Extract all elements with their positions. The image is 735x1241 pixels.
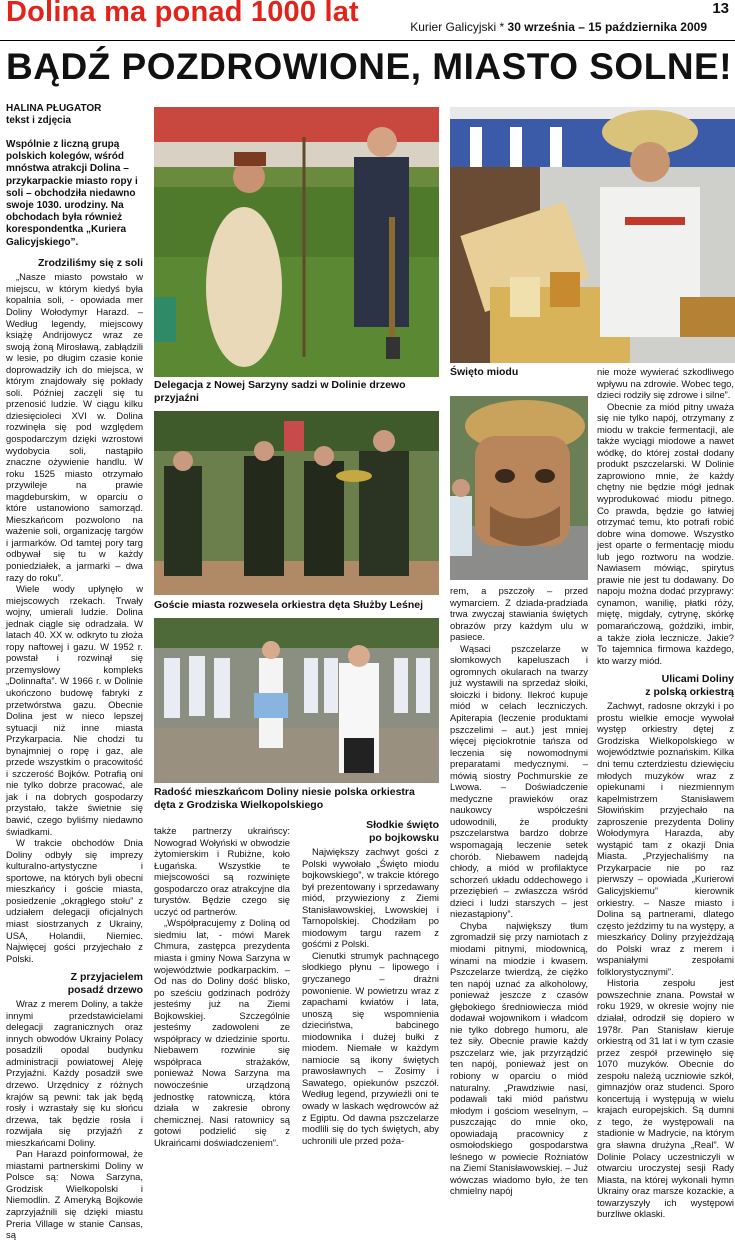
photo-grodzisk-orchestra — [154, 618, 439, 783]
photo-carved-hive — [450, 396, 588, 580]
paragraph: Cienutki strumyk pachnącego słodkiego płynu – lipowego i gryczanego – drażni powonienie. W powietrzu wraz z zapachami kwiatów i lata, unoszą się wspomnienia dzieciństwa, babcinego miodownika i dużej bułki z miodem. Niemałe w każdym namiocie są ikony świętych prawosławnych – Zosimy i Sawatego, opiekunów pszczół. Według legend, przywieźli oni te owady w laskach wędrowców aż z Egiptu. Od dawna pszczelarze modlili się do tych świętych, aby uchronili ule przed poża- — [302, 949, 439, 1146]
section-title: Dolina ma ponad 1000 lat — [6, 0, 359, 28]
article-column-4 — [597, 366, 734, 1220]
paragraph: Wraz z merem Doliny, a także innymi przedstawicielami delegacji zagranicznych oraz innych obwodów Ukrainy Polacy posadzili opodal budynku administracji powiatowej Aleję Przyjaźni. Każdy posadził swe drzewo. Urzędnicy z różnych krajów są pewni: tak jak będą rosły i wzrastały się ku słońcu drzewa, tak będzie rosła i rozwijała się przyjaźń z mieszkańcami Doliny. — [6, 998, 143, 1148]
subhead-tree-2: posadź drzewo — [67, 983, 143, 996]
subhead-orchestra-1: Ulicami Doliny — [661, 673, 734, 686]
paragraph: rem, a pszczoły – przed wymarciem. Z dziada-pradziada trwa zwyczaj stawiania świętych obrazów przy każdym ulu w pasiece. — [450, 585, 588, 643]
paragraph: Pan Harazd poinformował, że miastami partnerskimi Doliny w Polsce są: Nowa Sarzyna, Grodzisk Wielkopolski i Niemodlin. Z Ameryką Bojkowie zaprzyjaźnili się dzięki miastu Preria Village w stanie Cansas, są — [6, 1148, 143, 1241]
paragraph: Wąsaci pszczelarze w słomkowych kapeluszach i ogromnych okularach na twarzy już wystawili na sprzedaż słoiki, słoiczki i bidony. Ilekroć kupuje miód w celach leczniczych. Apiterapia (leczenie produktami pszczelimi – aut.) jest mniej więcej pięciokrotnie tańsza od leczenia się nowomodnymi preparatami medycznymi. – mówią siostry Pochmurskie ze Lwowa. – Doświadczenie medyczne prawieków oraz naukowcy współcześni udowodnili, że produkty pszczelarstwa bardzo dobrze wspomagają leczenie setek chorób. Niebawem nadejdą chłody, a miód w profilaktyce schorzeń układu oddechowego i przeziębień – zwłaszcza wśród dzieci i ludzi starszych – jest niezastąpiony”. — [450, 642, 588, 920]
header-divider — [0, 40, 735, 41]
photo-tree-planting — [154, 107, 439, 377]
paragraph: Największy zachwyt gości z Polski wywołało „Święto miodu bojkowskiego”, w trakcie którego był prezentowany i sprzedawany miód, przywieziony z Ziemi Stanisławowskiej, Lwowskiej i Tarnopolskiej. Chodziłam po miodowym targu razem z gośćmi z Polski. — [302, 846, 439, 950]
subhead-tree-1: Z przyjacielem — [70, 971, 143, 984]
author-name: HALINA PŁUGATOR — [6, 103, 102, 114]
paragraph: „Nasze miasto powstało w miejscu, w którym kiedyś była kopalnia soli, - opowiada mer Doliny Wołodymyr Harazd. – Według legendy, miejscowy książę Andrijowycz wraz ze swoją żoną Mirosławą, zabłądzili w lesie, po długim czasie konie doprowadziły ich do miejsca, w którym znajdowały się pokłady soli. Później zaczęli się tu przenosić ludzie. W ciągu kilku dziesięcioleci XVI w. Dolina rozwinęła się pod względem gospodarczym dzięki wzrostowi wydobycia soli, nastąpiło znaczne ożywienie handlu. W roku 1525 miasto otrzymało przywileje na prawie magdeburskim, w oparciu o które ustanowiono samorząd. Mieszkańcom pozwolono na ważenie soli, organizację targów i jarmarków. Od tamtej pory targ odbywał się tu w każdy poniedziałek, a jarmarki – dwa razy do roku”. — [6, 271, 143, 583]
page-number: 13 — [712, 0, 729, 17]
paragraph: W trakcie obchodów Dnia Doliny odbyły się imprezy kulturalno-artystyczne i sportowe, na których byli obecni mieszkańcy i goście miasta, posiedzenie „okrągłego stołu” z udziałem delegacji oficjalnych miast siostrzanych z Ukrainy, USA, Holandii, Niemiec. Najwięcej gości przyjechało z Polski. — [6, 837, 143, 964]
caption-photo1: Delegacja z Nowej Sarzyny sadzi w Dolinie drzewo przyjaźni — [154, 379, 406, 404]
subhead-salt: Zrodziliśmy się z soli — [37, 256, 143, 269]
caption-photo2: Święto miodu — [450, 366, 519, 378]
subhead-honey-1: Słodkie święto — [366, 819, 439, 831]
paragraph: także partnerzy ukraińscy: Nowograd Wołyński w obwodzie żytomierskim i Rubiżne, koło Ługańska. Wszystkie te miejscowości są rozwinięte gospodarczo oraz atrakcyjne dla turystów. Będzie czego się uczyć od partnerów. — [154, 825, 290, 917]
paragraph: Zachwyt, radosne okrzyki i po prostu wielkie emocje wywołał występ orkiestry dętej z Grodziska Wielkopolskiego w województwie poznańskim. Kilka dni temu czterdziestu dziewięciu młodych muzyków wraz z opiekunami i niezmiennym kapelmistrzem Stanisławem Słowińskim przyjechało na zaproszenie prezydenta Doliny Wołodymyra Harazda, aby wystąpić tam z okazji Dnia Miasta. „Przyjechaliśmy na Przykarpacie nie po raz pierwszy – opowiada „Kurierowi Galicyjskiemu” kierownik orkiestry. – Nasze miasto i Dolina są partnerami, dlatego często jeździmy tu na występy, a mieszkańcy Doliny przyjeżdżają do Polski wraz z merem i wspaniałymi zespołami folklorystycznymi”. — [597, 700, 734, 977]
article-column-3 — [302, 819, 439, 1146]
photo-honey-festival — [450, 107, 735, 363]
paragraph: Chyba największy tłum zgromadził się przy namiotach z miodami pitnymi, miodownicą, winami na miodzie i kwasem. Pszczelarze twierdzą, że ciężko ten napój uznać za alkoholowy, ponieważ jeszcze z czasów głębokiego średniowiecza miód dodawał wojownikom i władcom nie tylko dobrego humoru, ale też siły. Obecnie prawie każdy pszczelarz wie, jak przyrządzić ten napój, ponieważ jest on robiony w oparciu o miód naturalny. „Prawdziwie nasi, podawali taki miód państwu młodym i gościom weselnym, – puszczając do mnie oko, opowiadają pracownicy z osmołodskiego gospodarstwa leśnego w powiecie Rożniatów na Ziemi Stanisławowskiej. – Już wówczas wiadomo było, że ten chmielny napój — [450, 919, 588, 1197]
caption-photo3: Goście miasta rozwesela orkiestra dęta Służby Leśnej — [154, 599, 424, 611]
paragraph: Historia zespołu jest powszechnie znana. Powstał w roku 1929, w okresie wojny nie działał, odrodził się dopiero w 1978r. Pan Stanisław kieruje orkiestrą od 31 lat i w tym czasie przez zespół przewinęło się 1070 muzyków. Obecnie do zespołu należą uczniowie szkół, gimnazjów oraz studenci. Sporo koncertują i występują w wielu krajach europejskich. Są dumni z tego, że występowali na stadionie w Madrycie, na którym gra sławna drużyna „Real”. W Dolinie Polacy uczestniczyli w otwarciu uroczystej sesji Rady Miasta, na której wykonali hymn Ukrainy oraz marsze kozackie, a towarzyszyły ich występowi burzliwe oklaski. — [597, 977, 734, 1220]
issue-date: 30 września – 15 października 2009 — [507, 20, 707, 34]
article-column-2 — [154, 825, 290, 1148]
article-column-1 — [6, 103, 143, 1241]
paragraph: nie może wywierać szkodliwego wpływu na zdrowie. Wobec tego, dzieci rodziły się zdrowe i silne”. — [597, 366, 734, 401]
paper-name: Kurier Galicyjski * — [410, 20, 508, 34]
photo-forest-band — [154, 411, 439, 595]
paragraph: Wiele wody upłynęło w miejscowych rzekach. Trwały wojny, umierali ludzie. Dolina jednak ciągle się odradzała. W latach 40. XX w. odkryto tu złoża ropy naftowej i gazu. W 1952 r. powstał i rozwinął się przemysłowy kompleks „Dolinnafta”. W 1966 r. w Dolinie ukończono budowę fabryki z przetwórstwa gazu. Obecnie Dolina jest w nieco lepszej sytuacji niż inne miasta Przykarpacia. Nie chodzi tu bynajmniej o ropę i gaz, ale przede wszystkim o pracowitość i szczerość Bojków. Potrafią oni nie tylko dobrze pracować, ale jak i na dobrych gospodarzy przystało, także świetnie się bawić, czego byliśmy niedawno świadkami. — [6, 583, 143, 837]
paragraph: Obecnie za miód pitny uważa się nie tylko napój, otrzymany z miodu w trakcie fermentacji, ale także wyciągi miodowe a nawet wódkę, do której został dodany produkt pszczelarski. W Dolinie zaprowiono mnie, że każdy chętny nie będzie mógł jednak wyprodukować miodu pitnego. Co prawda, będzie go łatwiej otrzymać temu, kto potrafi robić dobre wina domowe. Wszystko jest oparte o fermentację miodu lub jego roztworu na wodzie. Nawiasem mówiąc, spirytus prawie nie jest tu dodawany. Do napoju można dodać przyprawy: cynamon, wanilię, płatki róży, miętę, migdały, cytrynę, skórkę pomarańczową, goździki, imbir, a także zioła lecznicze. Jakie? To tajemnica firmowa każdego, kto warzy miód. — [597, 400, 734, 666]
author-note: tekst i zdjęcia — [6, 115, 72, 126]
article-lead: Wspólnie z liczną grupą polskich kolegów, wśród mnóstwa atrakcji Dolina – przykarpackie miasto ropy i soli – obchodziła niedawno swoje 1030. urodziny. Na obchodach była również korespondentka „Kuriera Galicyjskiego”. — [6, 139, 138, 248]
subhead-orchestra-2: z polską orkiestrą — [645, 685, 734, 698]
issue-info — [410, 20, 707, 34]
article-headline: BĄDŹ POZDROWIONE, MIASTO SOLNE! — [6, 46, 733, 87]
paragraph: „Współpracujemy z Doliną od siedmiu lat, - mówi Marek Chmura, zastępca prezydenta miasta i gminy Nowa Sarzyna w województwie podkarpackim. – Od nas do Doliny dość blisko, po sześciu godzinach podróży jesteśmy już na Ziemi Bojkowskiej. Szczególnie jesteśmy zadowoleni ze współpracy w dziedzinie sportu. Niebawem rozwinie się współpraca strażaków, ponieważ Nowa Sarzyna ma nowocześnie urządzoną jednostkę ratowniczą, która działa w zakresie obrony chemicznej. Nasi ratownicy są gotowi podzielić się z Ukraińcami doświadczeniem”. — [154, 917, 290, 1148]
article-column-3b — [450, 585, 588, 1197]
caption-photo4: Radość mieszkańcom Doliny niesie polska orkiestra dęta z Grodziska Wielkopolskiego — [154, 786, 415, 811]
subhead-honey-2: po bojkowsku — [368, 831, 439, 844]
